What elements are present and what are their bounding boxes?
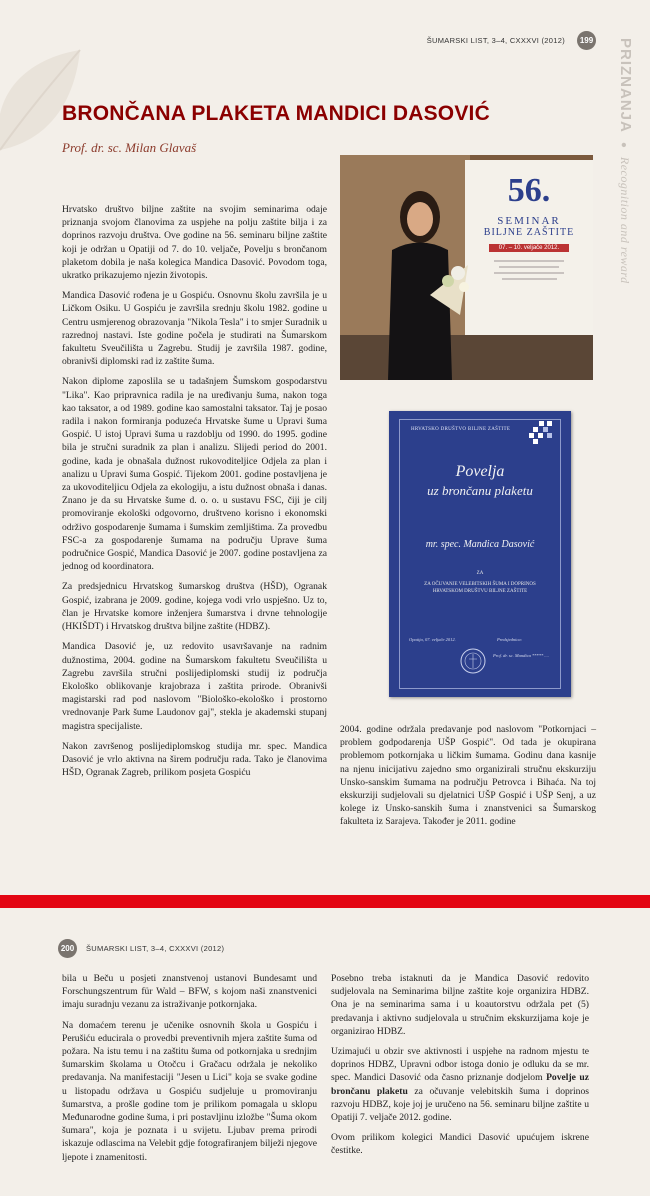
banner-dates: 07. – 10. veljače 2012. <box>489 244 569 252</box>
paragraph: Mandica Dasović rođena je u Gospiću. Osnovnu školu završila je u Ličkom Osiku. U Gospiću je završila srednju školu 1982. godine u Centru usmjerenog obrazovanja "Nikola Tesla" i to smjer Suradnik u razrednoj nastavi. Iste godine počela je studirati na Šumarskom fakultetu Sveučilišta u Zagrebu. Studij je završila 1987. godine, obranivši diplomski rad iz zaštite šuma. <box>62 290 327 368</box>
banner-number: 56. <box>507 172 551 209</box>
certificate-org: HRVATSKO DRUŠTVO BILJNE ZAŠTITE <box>411 427 511 432</box>
running-header: ŠUMARSKI LIST, 3–4, CXXXVI (2012) <box>86 944 225 953</box>
banner-line2: BILJNE ZAŠTITE <box>483 227 575 238</box>
paragraph: Posebno treba istaknuti da je Mandica Dasović redovito sudjelovala na Seminarima biljne zaštite koje organizira HDBZ. Ona je na seminarima sama i u koautorstvu održala pet (5) predavanja i aktivno sudjelovala u stručnim ekskurzijama koje je organizirao HDBZ. <box>331 973 589 1037</box>
page-number-badge: 199 <box>577 31 596 50</box>
certificate-za: ZA <box>476 571 484 576</box>
certificate-recipient: mr. spec. Mandica Dasović <box>425 539 535 550</box>
paragraph: Nakon završenog poslijediplomskog studija mr. spec. Mandica Dasović je vrlo aktivna na širem području rada. Tako je članovima HŠD, Ogranak Zagreb, prilikom posjeta Gospiću <box>62 740 327 779</box>
text-column-2 <box>340 723 596 836</box>
paragraph: Mandica Dasović je, uz redovito usavršavanje na radnim dužnostima, 2004. godine na Šumarskom fakultetu Sveučilišta u Zagrebu završila stručni poslijediplomski studij iz područja Ekološko oblikovanje krajobraza i zaštita prirode. Obranivši magistarski rad pod naslovom "Biološko-ekološko i prostorno vrednovanje Park šume Laudonov gaj", stekla je akademski stupanj magistra specijaliste. <box>62 641 327 732</box>
paragraph: Hrvatsko društvo biljne zaštite na svojim seminarima odaje priznanja svojom članovima za uspjehe na polju zaštite bilja i za doprinos razvoju društva. Ove godine na 56. seminaru biljne zaštite koji je održan u Opatiji od 7. do 10. veljače, Povelju s brončanom plaketom dobila je naša kolegica Mandica Dasović. Povodom toga, ukratko prikazujemo njezin životopis. <box>62 204 327 282</box>
certificate-president-label: Predsjednica: <box>497 637 523 642</box>
text-run: za očuvanje velebitskih šuma i doprinos razvoju HDBZ, koje joj je uručeno na 56. seminaru biljne zaštite u Opatiji 7. veljače 2012. godine. <box>331 1085 589 1124</box>
section-subtitle: Recognition and reward <box>618 156 632 284</box>
text-run: Uzimajući u obzir sve aktivnosti i uspjehe na radnom mjestu te doprinos HDBZ, Upravni odbor istoga donio je odluku da se mr. spec. Mandici Dasović oda časno priznanje dodjelom <box>331 1046 589 1084</box>
paragraph: Nakon diplome zaposlila se u tadašnjem Šumskom gospodarstvu "Lika". Kao pripravnica radila je na uređivanju šuma, nakon toga kao taksator, a od 1989. godine kao samostalni taksator. Taj je posao radila i nakon formiranja poduzeća Hrvatske šume u Upravi šuma Gospić. U istoj Upravi šuma u razdoblju od 1990. do 1995. godine bila je stručni suradnik za plan i analizu. Slijedi period do 2001. godine, kada je obnašala dužnost rukovoditeljice Odjela za plan i analizu u Upravi šuma Gospić. Tijekom 2001. godine postavljena je za ukovoditeljicu Odjela za ekologiju, a istu dužnost obnaša i danas. Znano je da su Hrvatske šume d. o. o. u sustavu FSC, čiji je cilj promoviranje ekološki odgovorno, društveno korisno i ekonomski održivo gospodarenje šumama i šumskim zemljištima. Za provedbu FSC-a za gospodarenje šumama na području Uprave šuma područnice Gospić, Mandica Dasović je 2007. godine postavljena za jednog od koordinatora. <box>62 376 327 573</box>
paragraph: Na domaćem terenu je učenike osnovnih škola u Gospiću i Perušiću educirala o provedbi preventivnih mjera zaštite šuma od požara. Na istu temu i na zaštitu šuma od potkornjaka u srednjim šumarskim školama u Otočcu i Gračacu održala je nekoliko predavanja. Na manifestaciji "Jesen u Lici" koja se svake godine u listopadu održava u Gospiću sudjeluje u promoviranju šumarstva, a prošle godine tom je prilikom pomagala u sklopu Međunarodne godine šuma, i pri postavljinu izložbe "Šuma okom šumara", koja je poznata i u svijetu. Ljubav prema prirodi iskazuje odlascima na Velebit gdje fotografiranjem bilježi njegove ljepote i znamenitosti. <box>62 1019 317 1163</box>
paragraph: 2004. godine održala predavanje pod naslovom "Potkornjaci – problem godpodarenja UŠP Gospić". Od tada je okupirana problemom potkornjaka u ličkim šumama. Godinu dana kasnije na njenu inicijativu zajedno smo organizirali stručnu ekskurziju Unsko-sanskim šumama na području Petrovca i Bihaća. Na toj ekskurziji sudjelovali su djelatnici UŠP Gospić i UŠP Senj, a uz kolege iz Unsko-sanskih šuma i znanstvenici sa Šumarskog fakulteta iz Sarajeva. Također je 2011. godine <box>340 724 596 828</box>
paragraph: Za predsjednicu Hrvatskog šumarskog društva (HŠD), Ogranak Gospić, izabrana je 2009. godine, kojega vodi vrlo uspješno. Uz to, član je Hrvatske komore inženjera šumarstva i drvne tehnologije (HKIŠDT) i Hrvatskog društva biljne zaštite (HDBZ). <box>62 581 327 633</box>
certificate-reason: ZA OČUVANJE VELEBITSKIH ŠUMA I DOPRINOS HRVATSKOM DRUŠTVU BILJNE ZAŠTITE <box>424 582 536 594</box>
article-author: Prof. dr. sc. Milan Glavaš <box>62 140 197 155</box>
seal-icon <box>459 647 487 675</box>
running-header: ŠUMARSKI LIST, 3–4, CXXXVI (2012) <box>426 36 565 45</box>
section-title: PRIZNANJA <box>617 38 634 133</box>
certificate-image <box>389 411 571 697</box>
paragraph: Ovom prilikom kolegici Mandici Dasović upućujem iskrene čestitke. <box>331 1132 589 1157</box>
award-photo <box>340 155 593 380</box>
page-divider <box>0 895 650 908</box>
certificate-president: Prof. dr. sc. Mandica ***** .... <box>493 653 549 658</box>
text-column-1 <box>62 203 327 786</box>
logo-icon <box>527 419 557 445</box>
section-label <box>598 38 638 358</box>
bold-run: Povelje uz brončanu plaketu <box>331 1072 589 1097</box>
certificate-place: Opatija, 07. veljače 2012. <box>409 637 456 642</box>
banner-line1: SEMINAR <box>497 215 561 227</box>
page-number-badge: 200 <box>58 939 77 958</box>
paragraph: bila u Beču u posjeti znanstvenoj ustanovi Bundesamt und Forschungszentrum für Wald – BFW, s kojom naši znanstvenici imaju suradnju vezanu za istraživanje potkornjaka. <box>62 973 317 1011</box>
article-title: BRONČANA PLAKETA MANDICI DASOVIĆ <box>62 102 490 125</box>
paragraph <box>331 1045 589 1124</box>
certificate-title2: uz brončanu plaketu <box>427 483 533 498</box>
text-column-3 <box>62 972 317 1171</box>
bullet-icon: ● <box>618 141 629 148</box>
certificate-title1: Povelja <box>455 463 505 480</box>
text-column-4 <box>331 972 589 1165</box>
